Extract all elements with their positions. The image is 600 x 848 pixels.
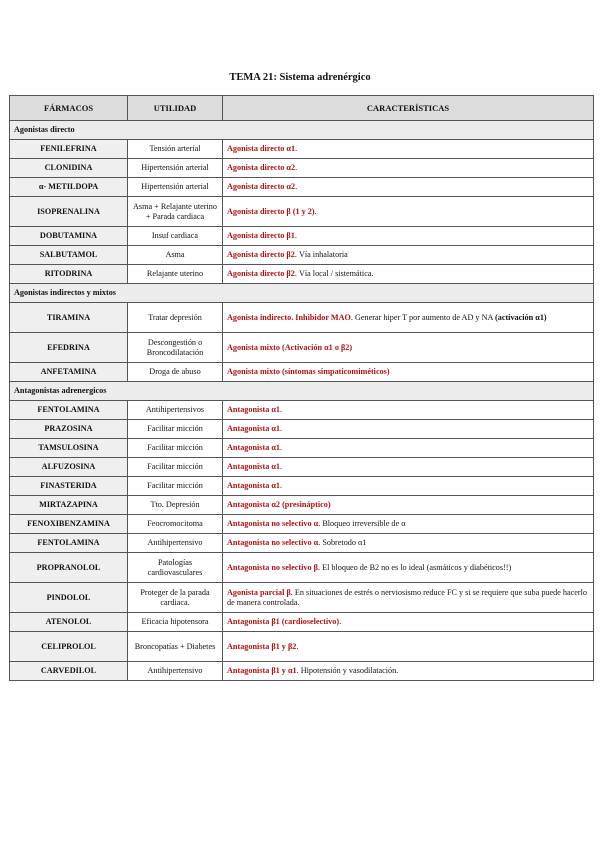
drug-utility: Patologías cardiovasculares (128, 553, 223, 583)
mechanism-highlight: Agonista directo α1 (227, 144, 296, 154)
table-row (10, 401, 594, 420)
mechanism-highlight: Antagonista β1 y β2 (227, 641, 297, 651)
drug-table (9, 95, 594, 681)
drug-characteristics (223, 583, 594, 613)
mechanism-highlight: Agonista directo β1 (227, 231, 295, 241)
drug-name: PINDOLOL (10, 583, 128, 613)
table-row (10, 420, 594, 439)
drug-utility: Tratar depresión (128, 303, 223, 333)
mechanism-highlight: Antagonista no selectivo β (227, 562, 318, 572)
table-row (10, 613, 594, 632)
characteristic-text: . (295, 144, 298, 154)
characteristic-text: . (294, 231, 297, 241)
drug-name: FENTOLAMINA (10, 401, 128, 420)
table-row (10, 632, 594, 662)
mechanism-highlight: Antagonista β1 (cardioselectivo) (227, 617, 340, 627)
drug-utility: Facilitar micción (128, 458, 223, 477)
drug-utility: Facilitar micción (128, 477, 223, 496)
drug-name: CELIPROLOL (10, 632, 128, 662)
characteristic-text: (activación α1) (495, 312, 547, 322)
drug-name: ISOPRENALINA (10, 197, 128, 227)
mechanism-highlight: Agonista directo α2 (227, 182, 296, 192)
characteristic-text: . (280, 443, 283, 453)
mechanism-highlight: Antagonista no selectivo α (227, 519, 319, 529)
drug-characteristics (223, 401, 594, 420)
drug-name: FENILEFRINA (10, 140, 128, 159)
drug-characteristics (223, 613, 594, 632)
drug-utility: Feocromocitoma (128, 515, 223, 534)
mechanism-highlight: Antagonista α2 (presináptico) (227, 500, 331, 510)
drug-utility: Insuf cardiaca (128, 227, 223, 246)
mechanism-highlight: Antagonista no selectivo α (227, 538, 319, 548)
drug-name: ANFETAMINA (10, 363, 128, 382)
table-row (10, 583, 594, 613)
drug-name: PROPRANOLOL (10, 553, 128, 583)
mechanism-highlight: Agonista directo α2 (227, 163, 296, 173)
characteristic-text: . (295, 163, 298, 173)
drug-utility: Relajante uterino (128, 265, 223, 284)
mechanism-highlight: Agonista mixto (Activación α1 o β2) (227, 342, 353, 352)
characteristic-text: . (339, 617, 342, 627)
table-header-row (10, 96, 594, 121)
drug-utility: Antihipertensivo (128, 534, 223, 553)
characteristic-text: . (296, 641, 299, 651)
drug-utility: Asma (128, 246, 223, 265)
table-row (10, 159, 594, 178)
section-row (10, 121, 594, 140)
drug-characteristics (223, 333, 594, 363)
drug-characteristics (223, 458, 594, 477)
characteristic-text: . El bloqueo de B2 no es lo ideal (asmáticos y diabéticos!!) (317, 562, 512, 572)
characteristic-text: . Sobretodo α1 (318, 538, 367, 548)
table-row (10, 178, 594, 197)
mechanism-highlight: Agonista directo β2 (227, 250, 295, 260)
characteristic-text: . En situaciones de estrés o nerviosismo reduce FC y si se requiere que suba puede hacerlo de manera controlada. (227, 587, 588, 607)
section-title: Antagonistas adrenergicos (10, 382, 594, 401)
drug-name: RITODRINA (10, 265, 128, 284)
drug-name: FENTOLAMINA (10, 534, 128, 553)
header-farmacos: FÁRMACOS (10, 96, 128, 121)
mechanism-highlight: Antagonista α1 (227, 405, 281, 415)
drug-characteristics (223, 140, 594, 159)
drug-characteristics (223, 246, 594, 265)
mechanism-highlight: Agonista directo β (1 y 2) (227, 206, 315, 216)
drug-name: TAMSULOSINA (10, 439, 128, 458)
drug-characteristics (223, 265, 594, 284)
characteristic-text: . (295, 182, 298, 192)
drug-characteristics (223, 363, 594, 382)
table-row (10, 265, 594, 284)
drug-utility: Facilitar micción (128, 439, 223, 458)
drug-characteristics (223, 197, 594, 227)
table-row (10, 439, 594, 458)
table-row (10, 477, 594, 496)
drug-name: PRAZOSINA (10, 420, 128, 439)
mechanism-highlight: Agonista mixto (síntomas simpaticomiméticos) (227, 367, 390, 377)
drug-utility: Facilitar micción (128, 420, 223, 439)
drug-characteristics (223, 227, 594, 246)
drug-characteristics (223, 662, 594, 681)
table-row (10, 515, 594, 534)
table-row (10, 246, 594, 265)
characteristic-text: . (314, 206, 317, 216)
table-row (10, 303, 594, 333)
table-row (10, 227, 594, 246)
drug-utility: Broncopatías + Diabetes (128, 632, 223, 662)
mechanism-highlight: Antagonista α1 (227, 462, 281, 472)
table-row (10, 553, 594, 583)
drug-characteristics (223, 159, 594, 178)
table-row (10, 197, 594, 227)
table-row (10, 662, 594, 681)
mechanism-highlight: Antagonista β1 y α1 (227, 666, 297, 676)
characteristic-text: . Vía inhalatoria (294, 250, 348, 260)
header-caracteristicas: CARACTERÍSTICAS (223, 96, 594, 121)
drug-characteristics (223, 553, 594, 583)
table-row (10, 534, 594, 553)
characteristic-text: . (280, 405, 283, 415)
drug-characteristics (223, 477, 594, 496)
drug-utility: Tensión arterial (128, 140, 223, 159)
table-body (10, 121, 594, 681)
characteristic-text: . Hipotensión y vasodilatación. (296, 666, 399, 676)
characteristic-text: . (280, 424, 283, 434)
drug-utility: Eficacia hipotensora (128, 613, 223, 632)
section-row (10, 382, 594, 401)
mechanism-highlight: Antagonista α1 (227, 424, 281, 434)
section-title: Agonistas indirectos y mixtos (10, 284, 594, 303)
characteristic-text: . Bloqueo irreversible de α (318, 519, 406, 529)
drug-characteristics (223, 439, 594, 458)
drug-name: EFEDRINA (10, 333, 128, 363)
section-title: Agonistas directo (10, 121, 594, 140)
drug-name: DOBUTAMINA (10, 227, 128, 246)
drug-name: CLONIDINA (10, 159, 128, 178)
drug-name: ALFUZOSINA (10, 458, 128, 477)
drug-name: SALBUTAMOL (10, 246, 128, 265)
characteristic-text: . (280, 481, 283, 491)
drug-characteristics (223, 303, 594, 333)
drug-characteristics (223, 534, 594, 553)
characteristic-text: . Generar hiper T por aumento de AD y NA (350, 312, 495, 322)
mechanism-highlight: Antagonista α1 (227, 443, 281, 453)
characteristic-text: . (280, 462, 283, 472)
drug-characteristics (223, 515, 594, 534)
page-title: TEMA 21: Sistema adrenérgico (229, 72, 371, 83)
drug-name: FENOXIBENZAMINA (10, 515, 128, 534)
drug-utility: Antihipertensivo (128, 662, 223, 681)
drug-utility: Asma + Relajante uterino + Parada cardiaca (128, 197, 223, 227)
drug-utility: Hipertensión arterial (128, 178, 223, 197)
drug-utility: Proteger de la parada cardiaca. (128, 583, 223, 613)
drug-characteristics (223, 178, 594, 197)
table-row (10, 458, 594, 477)
drug-name: TIRAMINA (10, 303, 128, 333)
drug-utility: Descongestión o Broncodilatación (128, 333, 223, 363)
drug-name: α- METILDOPA (10, 178, 128, 197)
drug-characteristics (223, 420, 594, 439)
drug-utility: Hipertensión arterial (128, 159, 223, 178)
mechanism-highlight: Antagonista α1 (227, 481, 281, 491)
table-row (10, 363, 594, 382)
mechanism-highlight: Agonista parcial β (227, 587, 291, 597)
drug-name: FINASTERIDA (10, 477, 128, 496)
table-row (10, 140, 594, 159)
drug-utility: Droga de abuso (128, 363, 223, 382)
mechanism-highlight: Agonista indirecto. Inhibidor MAO (227, 312, 351, 322)
drug-characteristics (223, 496, 594, 515)
table-row (10, 496, 594, 515)
header-utilidad: UTILIDAD (128, 96, 223, 121)
drug-name: MIRTAZAPINA (10, 496, 128, 515)
table-row (10, 333, 594, 363)
drug-name: ATENOLOL (10, 613, 128, 632)
drug-name: CARVEDILOL (10, 662, 128, 681)
drug-utility: Antihipertensivos (128, 401, 223, 420)
mechanism-highlight: Agonista directo β2 (227, 269, 295, 279)
section-row (10, 284, 594, 303)
drug-characteristics (223, 632, 594, 662)
characteristic-text: . Vía local / sistemática. (294, 269, 374, 279)
drug-utility: Tto. Depresión (128, 496, 223, 515)
